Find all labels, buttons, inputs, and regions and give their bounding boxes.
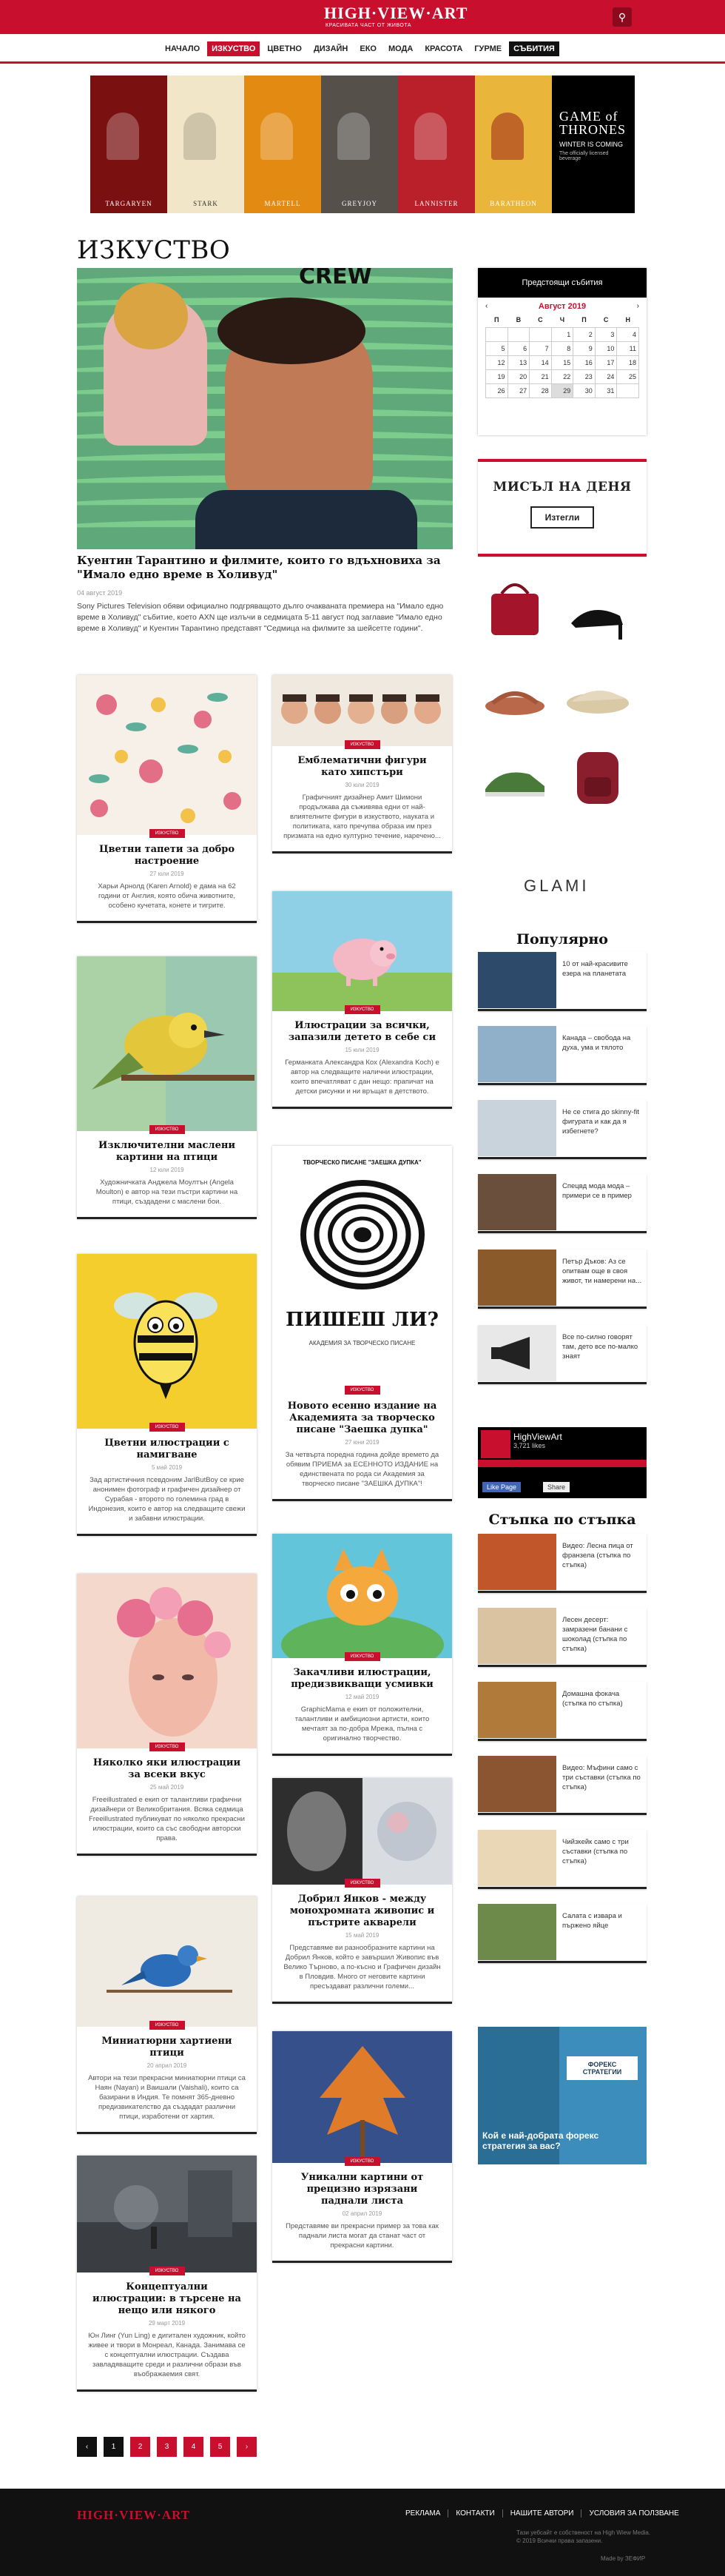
popular-thumb [478,1026,556,1082]
weekday: Н [625,316,630,323]
calendar-day[interactable]: 30 [573,384,596,398]
calendar-day[interactable]: 26 [486,384,508,398]
product-sandal [478,654,552,728]
popular-title: 10 от най-красивите езера на планетата [562,960,628,978]
article-title[interactable]: Илюстрации за всички, запазили детето в себе си [288,1020,436,1043]
article-card[interactable] [272,2031,452,2263]
popular-item[interactable] [478,1100,647,1159]
main-nav [0,34,725,64]
flower-girl-illustration [77,1574,257,1748]
calendar-day[interactable]: 9 [573,342,596,356]
calendar-day[interactable] [530,328,552,342]
calendar-day[interactable]: 1 [551,328,573,342]
facebook-likes: 3,721 likes [513,1442,546,1449]
hero-date: 04 август 2019 [77,589,123,597]
popular-thumb [478,952,556,1008]
recipe-item[interactable] [478,1756,647,1815]
calendar-day[interactable]: 14 [530,356,552,370]
recipe-title: Домашна фокача (стъпка по стъпка) [562,1690,623,1708]
article-title[interactable]: Закачливи илюстрации, предизвикващи усмивки [291,1667,434,1690]
calendar-day[interactable]: 29 [551,384,573,398]
article-image [272,1534,452,1658]
calendar-day[interactable]: 15 [551,356,573,370]
article-image [272,891,452,1011]
product-bag [478,571,552,645]
hero-image-word: CREW [299,268,372,289]
banner-ad[interactable] [90,76,635,213]
popular-heading: Популярно [516,931,608,947]
nav-color[interactable]: ЦВЕТНО [267,44,302,53]
hero-image[interactable] [77,268,453,549]
category-badge[interactable]: ИЗКУСТВО [149,829,185,838]
house-baratheon: BARATHEON [475,76,552,213]
nav-events[interactable]: СЪБИТИЯ [509,41,559,56]
popular-title: Все по-силно говорят там, дето все по-малко знаят [562,1333,638,1361]
calendar-day[interactable] [486,328,508,342]
footer-links [405,2509,679,2518]
article-title[interactable]: Новото есенно издание на Академията за творческо писане "Заешка дупка" [287,1401,437,1435]
poster-sub-text: АКАДЕМИЯ ЗА ТВОРЧЕСКО ПИСАНЕ [308,1340,416,1346]
popular-title: Канада – свобода на духа, ума и тялото [562,1034,631,1052]
popular-title: Петър Дъков: Аз се опитвам още в своя живот, ти намерени на... [562,1258,642,1285]
top-bar [0,0,725,34]
footer-link-ads[interactable]: РЕКЛАМА [405,2509,441,2518]
cat-illustration [272,1534,452,1658]
recipe-thumb [478,1904,556,1960]
calendar-day[interactable]: 8 [551,342,573,356]
category-badge[interactable]: ИЗКУСТВО [345,1652,380,1661]
calendar-month: Август 2019 [538,302,587,311]
thought-of-the-day [478,459,647,557]
article-excerpt: За четвърта поредна година дойде времето да обявим ПРИЕМА за ЕСЕННОТО ИЗДАНИЕ на единствената по рода си Академия за творческо писане "ЗАЕШКА ДУПКА"! [285,1451,439,1488]
popular-item[interactable] [478,1325,647,1384]
facebook-like-button[interactable]: Like Page [482,1482,521,1492]
article-card[interactable] [77,1254,257,1536]
recipe-thumb [478,1534,556,1590]
category-badge[interactable]: ИЗКУСТВО [345,740,380,749]
article-image [272,675,452,746]
page-5[interactable]: 5 [210,2437,230,2457]
house-martell: MARTELL [244,76,321,213]
poster-top-text: ТВОРЧЕСКО ПИСАНЕ "ЗАЕШКА ДУПКА" [303,1159,422,1166]
search-icon: ⚲ [618,11,627,23]
article-date: 12 май 2019 [345,1694,380,1700]
recipe-title: Видео: Мъфини само с три съставки (стъпка по стъпка) [562,1764,641,1791]
facebook-share-button[interactable]: Share [543,1482,570,1492]
article-date: 25 май 2019 [149,1784,184,1791]
category-badge[interactable]: ИЗКУСТВО [149,1743,185,1751]
ad-brand: ФОРЕКС СТРАТЕГИИ [567,2056,638,2080]
calendar-heading: Предстоящи събития [478,268,647,298]
footer-copyright [516,2529,650,2545]
calendar-day[interactable]: 3 [595,328,617,342]
article-excerpt: Харьи Арнолд (Karen Arnold) е дама на 62 години от Англия, която обича животните, особено кучетата, конете и тигрите. [98,882,236,910]
recipe-title: Чийзкейк само с три съставки (стъпка по стъпка) [562,1838,629,1865]
hero-title[interactable]: Куентин Тарантино и филмите, които го вдъхновиха за "Имало едно време в Холивуд" [77,554,441,581]
recipe-title: Салата с извара и пържено яйце [562,1912,622,1930]
recipe-thumb [478,1830,556,1886]
nav-home[interactable]: НАЧАЛО [165,44,200,53]
popular-thumb [478,1325,556,1381]
article-card[interactable] [77,1574,257,1856]
article-title[interactable]: Уникални картини от прецизно изрязани паднали листа [300,2172,424,2207]
pig-illustration [272,891,452,1011]
facebook-widget [478,1427,647,1498]
search-button[interactable] [613,7,632,27]
site-logo[interactable] [324,4,468,30]
calendar-day[interactable] [508,328,530,342]
article-date: 30 юли 2019 [345,782,380,788]
footer [0,2489,725,2576]
concept-illustration [77,2156,257,2273]
calendar-day[interactable]: 11 [617,342,639,356]
bird-painting [77,956,257,1131]
page-3[interactable]: 3 [157,2437,177,2457]
recipe-item[interactable] [478,1608,647,1667]
article-image [272,2031,452,2163]
article-image [77,1254,257,1429]
article-image [77,1574,257,1748]
events-calendar [478,268,647,435]
article-date: 02 април 2019 [342,2210,382,2217]
article-image [77,2156,257,2273]
calendar-day[interactable]: 24 [595,370,617,384]
nav-eco[interactable]: ЕКО [360,44,377,53]
copyright-line: Тази уебсайт е собственост на High Wiew Media. [516,2529,651,2536]
nav-gourmet[interactable]: ГУРМЕ [474,44,502,53]
category-badge[interactable]: ИЗКУСТВО [345,2157,380,2166]
calendar-day[interactable]: 2 [573,328,596,342]
article-image [77,956,257,1131]
article-title[interactable]: Добрил Янков - между монохромната живопис и пъстрите акварели [289,1894,435,1928]
category-badge[interactable]: ИЗКУСТВО [345,1879,380,1888]
hero-excerpt: Sony Pictures Television обяви официално подгряващото дълго очакваната премиера на "Имало едно време в Холивуд" събитие, което AXN ще излъчи в седмицата 5-11 август под заглавие "Имало едно време в Холивуд" и Куентин Тарантино представят "Седмица на филмите за шейсетте години". [77,602,444,633]
article-date: 15 май 2019 [345,1932,380,1939]
footer-logo[interactable]: HIGH·VIEW·ART [77,2508,191,2522]
article-card[interactable] [272,1534,452,1756]
category-badge[interactable]: ИЗКУСТВО [345,1005,380,1014]
calendar-day[interactable]: 13 [508,356,530,370]
article-card[interactable] [272,891,452,1109]
calendar-next-button[interactable]: › [636,302,639,310]
weekday: Ч [559,316,565,323]
logo-text: HIGH·VIEW·ART [324,4,468,22]
category-badge[interactable]: ИЗКУСТВО [149,2021,185,2030]
weekday: С [538,316,543,323]
page-4[interactable]: 4 [183,2437,203,2457]
leaf-art-photo [272,2031,452,2163]
calendar-day[interactable]: 23 [573,370,596,384]
popular-item[interactable] [478,952,647,1011]
nav-art[interactable]: ИЗКУСТВО [207,41,260,56]
article-card[interactable] [77,1896,257,2134]
category-badge[interactable]: ИЗКУСТВО [149,2267,185,2275]
house-targaryen: TARGARYEN [90,76,167,213]
copyright-line: © 2019 Всички права запазени. [516,2538,603,2544]
article-image [272,1778,452,1885]
calendar-day[interactable]: 21 [530,370,552,384]
article-image [77,1896,257,2027]
footer-link-authors[interactable]: НАШИТЕ АВТОРИ [502,2509,574,2518]
popular-item[interactable] [478,1250,647,1309]
article-date: 20 април 2019 [146,2062,187,2069]
product-backpack [561,737,635,811]
calendar-day[interactable]: 12 [486,356,508,370]
article-title[interactable]: Изключителни маслени картини на птици [98,1140,236,1163]
house-lannister: LANNISTER [398,76,475,213]
calendar-day[interactable]: 22 [551,370,573,384]
logo-tagline: КРАСИВАТА ЧАСТ ОТ ЖИВОТА [325,23,412,28]
article-excerpt: Представяме ви прекрасни пример за това как паднали листа могат да станат част от прекрасни картини. [286,2222,439,2250]
recipe-title: Лесен десерт: замразени банани с шоколад (стъпка по стъпка) [562,1616,628,1653]
article-card[interactable] [272,1146,452,1501]
article-excerpt: Freeillustrated е екип от талантливи графични дизайнери от Великобритания. Всяка седмица Freeillustrated публикуват по няколко прекрасни илюстрации, които са със свободни авторски права. [89,1796,245,1842]
calendar-day[interactable] [617,384,639,398]
calendar-grid [485,312,639,398]
forex-ad[interactable] [478,2027,647,2164]
calendar-day[interactable]: 16 [573,356,596,370]
popular-thumb [478,1174,556,1230]
glami-ad[interactable] [478,571,647,903]
calendar-day[interactable]: 27 [508,384,530,398]
nav-beauty[interactable]: КРАСОТА [425,44,463,53]
paper-bird-photo [77,1896,257,2027]
recipe-title: Видео: Лесна пица от франзела (стъпка по стъпка) [562,1542,633,1569]
recipe-thumb [478,1682,556,1738]
calendar-day[interactable]: 25 [617,370,639,384]
recipe-item[interactable] [478,1830,647,1889]
article-title[interactable]: Цветни тапети за добро настроение [98,844,235,867]
recipe-item[interactable] [478,1682,647,1741]
article-image [77,675,257,835]
facebook-page-name[interactable]: HighViewArt [513,1432,562,1442]
weekday: С [603,316,609,323]
article-title[interactable]: Миниатюрни хартиени птици [101,2036,232,2059]
nav-fashion[interactable]: МОДА [388,44,414,53]
house-greyjoy: GREYJOY [321,76,398,213]
article-date: 27 юни 2019 [345,1439,380,1446]
article-excerpt: Автори на тези прекрасни миниатюрни птици са Наян (Nayan) и Ваишали (Vaishali), които са базирани в Индия. Те помнят 365-дневно предизвикателство да създадат различни птици, изработени от хартия. [88,2074,246,2121]
page-1[interactable]: 1 [104,2437,124,2457]
thought-heading: МИСЪЛ НА ДЕНЯ [493,480,632,494]
facebook-avatar [481,1430,510,1458]
calendar-day[interactable]: 19 [486,370,508,384]
calendar-day[interactable]: 20 [508,370,530,384]
recipe-thumb [478,1756,556,1812]
footer-link-contacts[interactable]: КОНТАКТИ [448,2509,494,2518]
popular-title: Спецвд мода мода – примери се в пример [562,1182,632,1200]
thought-download-button[interactable]: Изтегли [530,506,595,529]
article-excerpt: Юн Линг (Yun Ling) е дигитален художник, който живее и твори в Монреал, Канада. Занимава се с концептуални илюстрации. Създава завладяващите среди и различни образи във въображаемия свят. [88,2332,246,2378]
bee-illustration [77,1254,257,1429]
calendar-day[interactable]: 28 [530,384,552,398]
recipes-heading: Стъпка по стъпка [488,1512,636,1528]
article-card[interactable] [272,1778,452,2004]
footer-made-by[interactable]: Made by ЗЕФИР [601,2555,646,2562]
article-title[interactable]: Цветни илюстрации с намигване [104,1438,229,1460]
next-page-button[interactable]: › [237,2437,257,2457]
footer-link-terms[interactable]: УСЛОВИЯ ЗА ПОЛЗВАНЕ [581,2509,678,2518]
article-excerpt: Графичният дизайнер Амит Шимони продължава да съживява едни от най-влиятелните фигури в изкуството, науката и политиката, като пречупва образа им през призмата на едно културно течение, наречено... [283,794,441,840]
article-excerpt: Представяме ви разнообразните картини на Добрил Янков, който е завършил Живопис във Велико Търново, а по-късно и Графичен дизайн в Пловдив. Много от неговите картини пресъздават различни големи... [283,1944,441,1990]
article-excerpt: Германката Александра Кох (Alexandra Koch) е автор на следващите налични илюстрации, които впечатляват с дан нещо: прапичат на детски рисунки и ни връщат в детството. [285,1059,439,1096]
calendar-day[interactable]: 7 [530,342,552,356]
popular-item[interactable] [478,1174,647,1233]
floral-pattern [77,675,257,835]
popular-thumb [478,1100,556,1156]
article-title[interactable]: Няколко яки илюстрации за всеки вкус [92,1757,241,1780]
article-card[interactable] [77,956,257,1219]
got-promo: GAME of THRONES WINTER IS COMING The officially licensed beverage [552,76,635,213]
rabbit-hole-poster [272,1146,452,1392]
hipster-figures [272,675,452,746]
product-espadrille [561,654,635,728]
calendar-day[interactable]: 18 [617,356,639,370]
article-date: 27 юли 2019 [149,871,184,877]
calendar-day[interactable]: 17 [595,356,617,370]
category-badge[interactable]: ИЗКУСТВО [345,1386,380,1395]
page-title: ИЗКУСТВО [77,235,231,265]
house-stark: STARK [167,76,244,213]
calendar-day[interactable]: 6 [508,342,530,356]
calendar-day[interactable]: 4 [617,328,639,342]
article-date: 5 май 2019 [151,1464,183,1471]
ad-text: Кой е най-добрата форекс стратегия за вас? [482,2130,599,2151]
article-date: 29 март 2019 [148,2320,186,2327]
product-heel [561,571,635,645]
article-title[interactable]: Концептуални илюстрации: в търсене на нещо или някого [92,2281,241,2316]
recipe-item[interactable] [478,1904,647,1963]
weekday: П [494,316,499,323]
article-image [272,1146,452,1392]
glami-logo: GLAMI [524,876,590,895]
recipe-item[interactable] [478,1534,647,1593]
article-date: 15 юли 2019 [345,1047,380,1053]
category-badge[interactable]: ИЗКУСТВО [149,1423,185,1432]
weekday: П [581,316,587,323]
recipe-thumb [478,1608,556,1664]
calendar-day[interactable]: 5 [486,342,508,356]
page-2[interactable]: 2 [130,2437,150,2457]
product-sneaker [478,737,552,811]
popular-item[interactable] [478,1026,647,1085]
article-excerpt: Художничката Анджела Моултън (Angela Moulton) е автор на тези пъстри картини на птици, създадени с маслени бои. [95,1178,238,1206]
popular-title: Не се стига до skinny-fit фигурата и как да я избегнете? [562,1108,639,1136]
calendar-prev-button[interactable]: ‹ [485,302,488,310]
article-date: 12 юли 2019 [149,1167,184,1173]
article-card[interactable] [77,2156,257,2392]
paintings-collage [272,1778,452,1885]
article-title[interactable]: Емблематични фигури като хипстъри [297,755,427,778]
article-excerpt: Зад артистичния псевдоним JarlButBoy се крие анонимен фотограф и графичен дизайнер от Сурабая - второто по големина град в Индонезия, които е автор на следващите свежи и забавни илюстрации. [88,1476,246,1523]
weekday: В [516,316,522,323]
article-excerpt: GraphicMama е екип от положителни, талантливи и амбициозни артисти, които мечтаят за по-добра Мрежа, пълна с оригинално творчество. [294,1705,430,1743]
poster-main-text: ПИШЕШ ЛИ? [286,1309,439,1331]
nav-design[interactable]: ДИЗАЙН [313,44,348,53]
facebook-cover [478,1460,647,1467]
popular-thumb [478,1250,556,1306]
prev-page-button[interactable]: ‹ [77,2437,97,2457]
calendar-day[interactable]: 10 [595,342,617,356]
calendar-day[interactable]: 31 [595,384,617,398]
article-card[interactable] [77,675,257,923]
article-card[interactable] [272,675,452,853]
pagination [77,2437,257,2457]
category-badge[interactable]: ИЗКУСТВО [149,1125,185,1134]
